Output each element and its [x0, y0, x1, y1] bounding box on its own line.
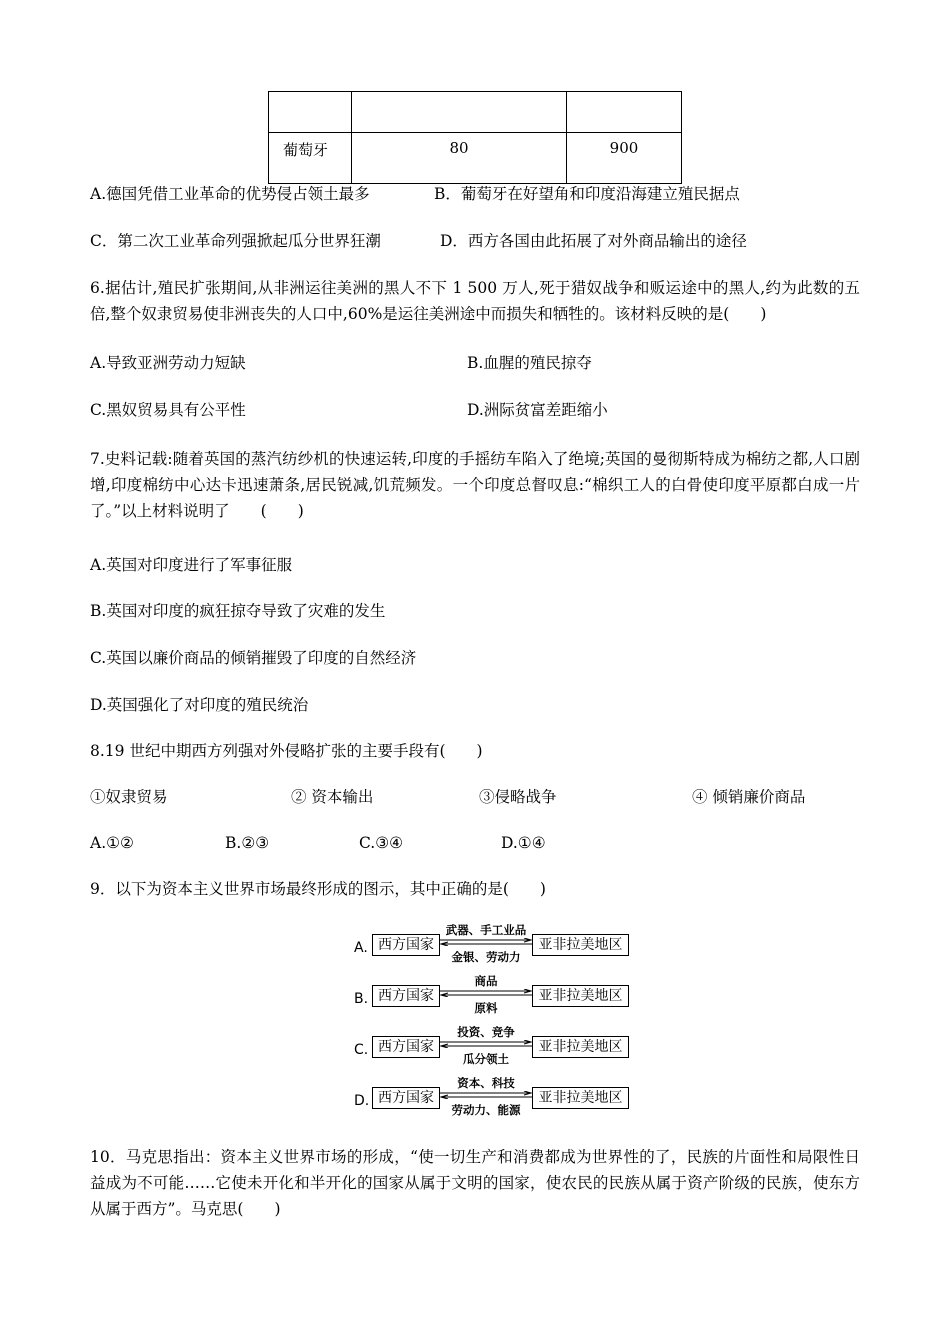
q8-option-c: C.③④ — [359, 834, 404, 852]
q7-option-a: A.英国对印度进行了军事征服 — [90, 556, 293, 574]
double-arrow-icon — [440, 1091, 532, 1099]
diagram-row-c — [352, 1026, 642, 1077]
table-row — [269, 92, 682, 133]
diagram-label-top: 武器、手工业品 — [445, 923, 527, 937]
diagram-box-west: 西方国家 — [372, 934, 440, 956]
q6-option-c: C.黑奴贸易具有公平性 — [90, 401, 246, 419]
q8-option-b: B.②③ — [225, 834, 270, 852]
q8-option-d: D.①④ — [501, 834, 546, 852]
q7-option-c: C.英国以廉价商品的倾销摧毁了印度的自然经济 — [90, 649, 417, 667]
q8-stem: 8.19 世纪中期西方列强对外侵略扩张的主要手段有( ) — [90, 742, 483, 760]
diagram-option-letter: A. — [354, 940, 368, 956]
table-cell — [567, 92, 682, 133]
diagram-box-region: 亚非拉美地区 — [532, 985, 629, 1007]
q6-stem: 6.据估计,殖民扩张期间,从非洲运往美洲的黑人不下 1 500 万人,死于猎奴战争和贩运途中的黑人,约为此数的五倍,整个奴隶贸易使非洲丧失的人口中,60%是运往美洲途中而损失和牺牲的。该材料反映的是( ) — [90, 279, 860, 323]
diagram-box-west: 西方国家 — [372, 1036, 440, 1058]
table-cell — [352, 92, 567, 133]
diagram-box-west: 西方国家 — [372, 1087, 440, 1109]
diagram-label-top: 投资、竞争 — [457, 1025, 515, 1039]
diagram-box-region: 亚非拉美地区 — [532, 1036, 629, 1058]
table-cell — [269, 92, 352, 133]
table-cell-value: 900 — [567, 133, 682, 184]
q5-option-c: C．第二次工业革命列强掀起瓜分世界狂潮 — [90, 232, 381, 250]
q9-stem: 9．以下为资本主义世界市场最终形成的图示，其中正确的是( ) — [90, 880, 546, 898]
q7-option-b: B.英国对印度的疯狂掠夺导致了灾难的发生 — [90, 602, 386, 620]
q8-option-a: A.①② — [90, 834, 134, 852]
q6-option-a: A.导致亚洲劳动力短缺 — [90, 354, 246, 372]
double-arrow-icon — [440, 938, 532, 946]
q10-stem: 10．马克思指出：资本主义世界市场的形成，“使一切生产和消费都成为世界性的了，民族的片面性和局限性日益成为不可能……它使未开化和半开化的国家从属于文明的国家，使农民的民族从属于资产阶级的民族，使东方从属于西方”。马克思( ) — [90, 1148, 860, 1218]
q8-item-2: ② 资本输出 — [291, 788, 374, 806]
diagram-option-letter: C. — [354, 1042, 369, 1058]
diagram-row-d — [352, 1077, 642, 1128]
diagram-option-letter: D. — [354, 1093, 370, 1109]
table-cell-country: 葡萄牙 — [269, 133, 352, 184]
diagram-label-bottom: 瓜分领土 — [463, 1052, 509, 1066]
diagram-box-region: 亚非拉美地区 — [532, 934, 629, 956]
double-arrow-icon — [440, 1040, 532, 1048]
diagram-row-a — [352, 924, 642, 975]
table-cell-value: 80 — [352, 133, 567, 184]
diagram-label-bottom: 劳动力、能源 — [451, 1103, 521, 1117]
q7-option-d: D.英国强化了对印度的殖民统治 — [90, 696, 309, 714]
q8-item-3: ③侵略战争 — [479, 788, 557, 806]
double-arrow-icon — [440, 989, 532, 997]
diagram-row-b — [352, 975, 642, 1026]
diagram-box-region: 亚非拉美地区 — [532, 1087, 629, 1109]
diagram-label-top: 商品 — [474, 974, 498, 988]
q5-option-d: D．西方各国由此拓展了对外商品输出的途径 — [440, 232, 747, 250]
diagram-option-letter: B. — [354, 991, 369, 1007]
q8-item-4: ④ 倾销廉价商品 — [692, 788, 806, 806]
diagram-box-west: 西方国家 — [372, 985, 440, 1007]
q7-stem: 7.史料记载:随着英国的蒸汽纺纱机的快速运转,印度的手摇纺车陷入了绝境;英国的曼彻斯特成为棉纺之都,人口剧增,印度棉纺中心达卡迅速萧条,居民锐减,饥荒频发。一个印度总督叹息:“棉织工人的白骨使印度平原都白成一片了。”以上材料说明了 ( ) — [90, 450, 860, 520]
table-row — [269, 133, 682, 184]
q9-diagram — [352, 924, 642, 1128]
diagram-label-bottom: 原料 — [474, 1001, 498, 1015]
diagram-label-bottom: 金银、劳动力 — [451, 950, 521, 964]
q5-option-b: B．葡萄牙在好望角和印度沿海建立殖民据点 — [434, 185, 740, 203]
q5-option-a: A.德国凭借工业革命的优势侵占领土最多 — [90, 185, 370, 203]
data-table — [268, 91, 682, 184]
diagram-label-top: 资本、科技 — [457, 1076, 515, 1090]
q6-option-b: B.血腥的殖民掠夺 — [467, 354, 592, 372]
q6-option-d: D.洲际贫富差距缩小 — [467, 401, 608, 419]
q8-item-1: ①奴隶贸易 — [90, 788, 168, 806]
